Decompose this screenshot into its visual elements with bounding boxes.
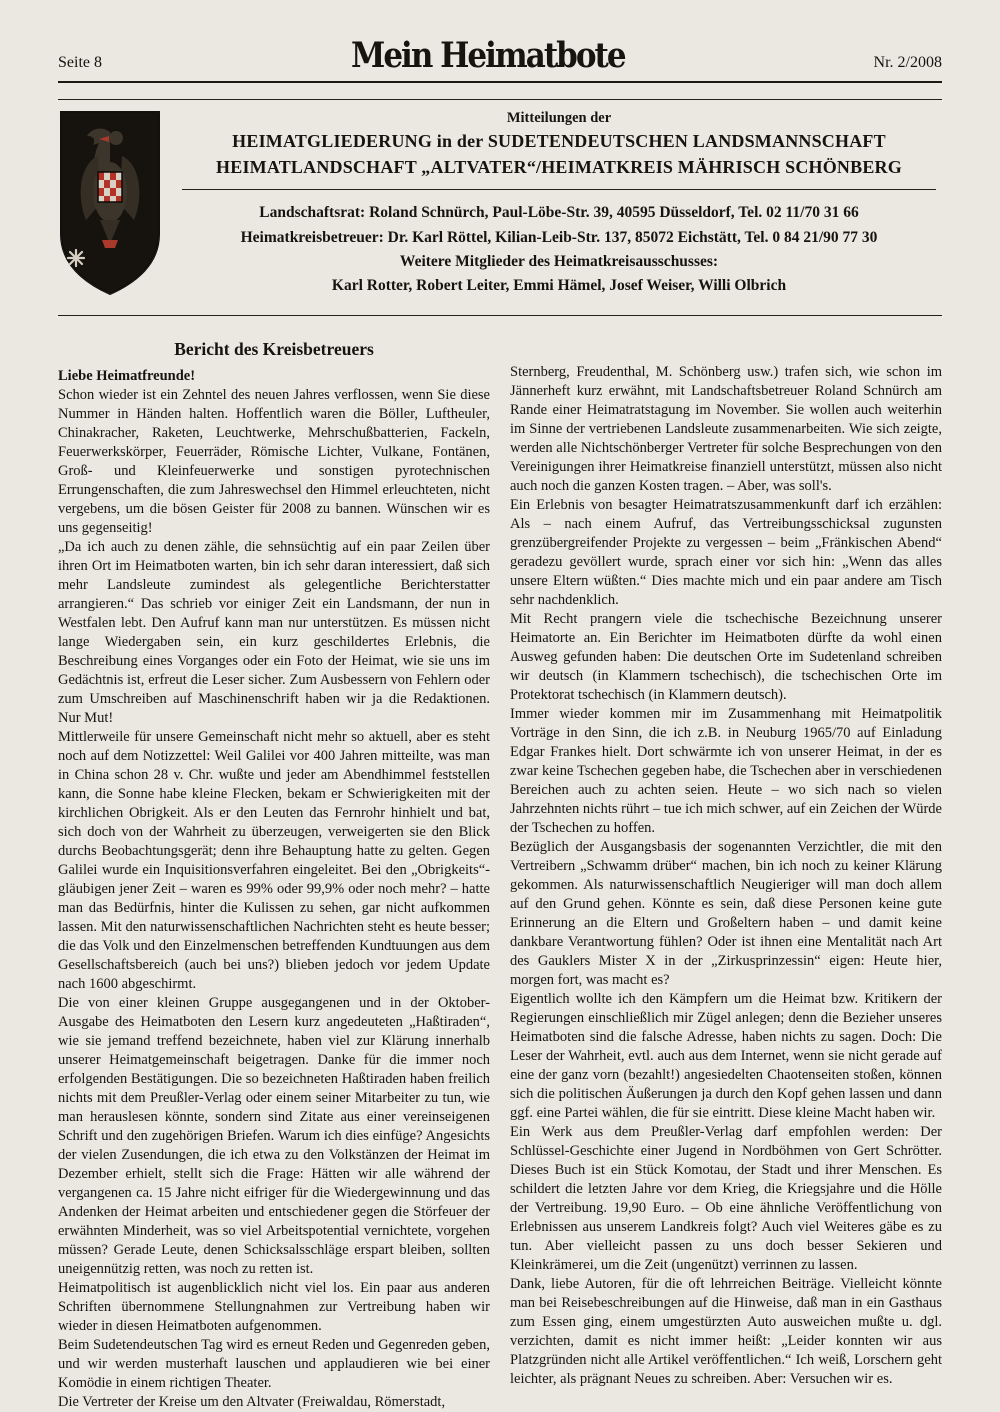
article-body (58, 340, 942, 1412)
header-divider (58, 81, 942, 83)
infobox-members-names: Karl Rotter, Robert Leiter, Emmi Hämel, Josef Weiser, Willi Olbrich (331, 276, 787, 294)
paragraph: Ein Werk aus dem Preußler-Verlag darf empfohlen werden: Der Schlüssel-Geschichte einer Jugend in Nordböhmen von Gert Schrötter. Dieses Buch ist ein Stück Komotau, der Stadt und ihrer Menschen. Es schildert die letzten Jahre vor dem Krieg, die Kriegsjahre und die Hölle der Vertreibung. 19,90 Euro. – Ob eine ähnliche Veröffentlichung von Erlebnissen aus unserem Landkreis folgt? Auch viel Weiteres gäbe es zu tun. Aber vielleicht passen zu uns doch besser Sekieren und Kleinkrämerei, um die Zeit (ungenützt) verrinnen zu lassen. (510, 1124, 942, 1273)
paragraph: Eigentlich wollte ich den Kämpfern um die Heimat bzw. Kritikern der Regierungen einschließlich mir Zügel anlegen; denn die Bezieher unseres Heimatboten sind die falsche Adresse, haben nichts zu sagen. Doch: Die Leser der Wahrheit, evtl. auch aus dem Internet, wenn sie nicht gerade auf eine der ganz vorn (bezahlt!) angesiedelten Chaotenseiten stoßen, können sich die politischen Äußerungen ja durch den Kopf gehen lassen und dann ggf. eine Partei wählen, die für sie eintritt. Diese kleine Macht haben wir. (510, 991, 942, 1121)
issue-number: Nr. 2/2008 (873, 54, 942, 71)
paragraph: Immer wieder kommen mir im Zusammenhang mit Heimatpolitik Vorträge in den Sinn, die ich z.B. in Neuburg 1965/70 auf Einladung Edgar Frankes hielt. Dort schwärmte ich von unserer Heimat, in der es zwar keine Tschechen gegeben habe, die Tschechen aber in verschiedenen Bereichen auch zu achten seien. Heute – wo sich nach so vielen Jahrzehnten nichts rührt – tue ich mich schwer, auf ein Zeichen der Würde der Tschechen zu hoffen. (510, 706, 942, 836)
infobox-contact-heimatkreisbetreuer: Heimatkreisbetreuer: Dr. Karl Röttel, Kilian-Leib-Str. 137, 85072 Eichstätt, Tel. 0 84 21/90 77 30 (240, 228, 878, 246)
association-infobox (58, 99, 942, 316)
paragraph: Bezüglich der Ausgangsbasis der sogenannten Verzichtler, die mit den Vertreibern „Schwamm drüber“ machen, bin ich noch zu keiner Klärung gekommen. Als naturwissenschaftlich Neugieriger will man doch allem auf den Grund gehen. Könnte es sein, daß diese Personen keine gute Erinnerung an die Eltern und Großeltern haben – und damit keine dankbare Verantwortung fühlen? Oder ist ihnen eine Mentalität nach Art des Gauklers Mister X in der „Zirkusprinzessin“ eigen: Heute hier, morgen fort, was macht es? (510, 839, 942, 988)
page-header (58, 35, 942, 76)
infobox-text (176, 108, 942, 303)
infobox-contact-landschaftsrat: Landschaftsrat: Roland Schnürch, Paul-Löbe-Str. 39, 40595 Düsseldorf, Tel. 02 11/70 31 66 (259, 204, 859, 222)
paragraph: Sternberg, Freudenthal, M. Schönberg usw.) trafen sich, wie schon im Jännerheft kurz erwähnt, mit Landschaftsbetreuer Roland Schnürch am Rande einer Heimatratstagung im November. Sie wollen auch weiterhin im Sinne der vertriebenen Landsleute zusammenarbeiten. Wie sich zeigte, werden alle Nichtschönberger Vertreter für solche Besprechungen von den Vereinigungen ihrer Heimatkreise finanziell unterstützt, müssen also nicht auch noch die ganzen Kosten tragen. – Aber, was soll's. (510, 364, 942, 494)
star-icon (68, 250, 84, 266)
paragraph: Beim Sudetendeutschen Tag wird es erneut Reden und Gegenreden geben, und wir werden musterhaft lauschen und applaudieren wie bei einer Komödie in einem richtigen Theater. (58, 1337, 490, 1391)
masthead-title: Mein Heimatbote (351, 35, 625, 76)
paragraph: „Da ich auch zu denen zähle, die sehnsüchtig auf ein paar Zeilen über ihren Ort im Heimatboten warten, bin ich sehr daran interessiert, daß sich mehr Landsleute zumindest als gelegentliche Berichterstatter arrangieren.“ Das schrieb vor einiger Zeit ein Landsmann, der nun in Westfalen lebt. Den Aufruf kann man nur unterstützen. Es müssen nicht lange Wiedergaben sein, ein kurz geschildertes Erlebnis, die Beschreibung eines Vorganges oder ein Foto der Heimat, wie sie uns im Gedächtnis ist, erfreut die Leser sicher. Zum Ausbessern von Fehlern oder zum Umschreiben auf Maschinenschrift haben wir ja die Redaktionen. Nur Mut! (58, 539, 490, 726)
coat-of-arms (58, 108, 162, 303)
paragraph: Schon wieder ist ein Zehntel des neuen Jahres verflossen, wenn Sie diese Nummer in Händen halten. Hoffentlich waren die Böller, Luftheuler, Chinakracher, Raketen, Leuchtwerke, Mehrschußbatterien, Fackeln, Feuerwerkskörper, Feuerräder, Römische Lichter, Vulkane, Fontänen, Groß- und Kleinfeuerwerke und sonstigen pyrotechnischen Errungenschaften, die zum Jahreswechsel den Himmel erleuchteten, nicht vergebens, um die bösen Geister für 2008 zu bannen. Wünschen wir es uns gegenseitig! (58, 387, 490, 536)
infobox-divider (182, 189, 936, 190)
paragraph: Mittlerweile für unsere Gemeinschaft nicht mehr so aktuell, aber es steht noch auf dem Notizzettel: Weil Galilei vor 400 Jahren mitteilte, was man in China schon 28 v. Chr. wußte und jeder am Abendhimmel feststellen kann, die Sonne habe kleine Flecken, bekam er Schwierigkeiten mit der kirchlichen Obrigkeit. Als er den Leuten das Fernrohr hinhielt und bat, sich doch von der Wahrheit zu überzeugen, verweigerten sie den Blick durchs Beobachtungsgerät; denn ihre Behauptung hatte zu gelten. Gegen Galilei wurde ein Inquisitionsverfahren eingeleitet. Bei den „Obrigkeits“-gläubigen jener Zeit – waren es 99% oder 99,9% oder noch mehr? – hatte man das Bedürfnis, hinter die Kulissen zu sehen, gar nicht aufkommen lassen. Mit den naturwissenschaftlichen Nachrichten steht es heute besser; die das Volk und den Einzelmenschen betreffenden Kundtuungen aus dem Gesellschaftsbereich (auch bei uns?) blieben jedoch vor jedem Update nach 1600 abgeschirmt. (58, 729, 490, 992)
coat-of-arms-graphic (58, 108, 162, 298)
infobox-intro: Mitteilungen der (506, 110, 612, 126)
paragraph: Die von einer kleinen Gruppe ausgegangenen und in der Oktober-Ausgabe des Heimatboten den Lesern kurz angedeuteten „Haßtiraden“, wie sie jemand treffend bezeichnete, haben viel zur Klärung innerhalb unserer Heimatgemeinschaft beigetragen. Danke für die immer noch erfolgenden Bestätigungen. Die so bezeichneten Haßtiraden haben freilich nichts mit dem Preußler-Verlag oder einem seiner Mitarbeiter zu tun, wie man herauslesen könnte, sondern sind Zitate aus einer vereinseigenen Schrift und den zugehörigen Briefen. Warum ich dies einfüge? Angesichts der vielen Zusendungen, die ich etwa zu den Volkstänzen der Heimat im Dezember erhielt, stellt sich die Frage: Hätten wir alle während der vergangenen ca. 15 Jahre nicht eifriger für die Wiedergewinnung und das Andenken der Heimat arbeiten und entschiedener gegen die Störfeuer der erwähnten Minderheit, was so viel Arbeitspotential vernichtete, vorgehen müssen? Gerade Leute, denen Schicksalsschläge erspart bleiben, sollten uneigennützig retten, was noch zu retten ist. (58, 995, 490, 1277)
checkered-shield (98, 172, 122, 202)
left-column (58, 340, 490, 1412)
article-title: Bericht des Kreisbetreuers (174, 339, 374, 359)
paragraph: Heimatpolitisch ist augenblicklich nicht viel los. Ein paar aus anderen Schriften übernommene Stellungnahmen zur Vertreibung haben wir wieder in diesen Heimatboten aufgenommen. (58, 1280, 490, 1334)
paragraph: Dank, liebe Autoren, für die oft lehrreichen Beiträge. Vielleicht könnte man bei Reisebeschreibungen auf die Hinweise, daß man in ein Gasthaus zum Essen ging, einem umgestürzten Auto ausweichen mußte u. dgl. verzichten, damit es nicht immer heißt: „Leider konnten wir aus Platzgründen nicht alle Artikel veröffentlichen.“ Ich weiß, Lorschern geht leichter, als prägnant Neues zu schreiben. Aber: Versuchen wir es. (510, 1276, 942, 1387)
page-number: Seite 8 (58, 54, 102, 71)
infobox-org-line1: HEIMATGLIEDERUNG in der SUDETENDEUTSCHEN LANDSMANNSCHAFT (232, 131, 886, 152)
paragraph: Ein Erlebnis von besagter Heimatratszusammenkunft darf ich erzählen: Als – nach einem Aufruf, das Vertreibungsschicksal zugunsten grenzübergreifender Projekte zu vergessen – beim „Fränkischen Abend“ geradezu gevöllert wurde, sprach einer vor sich hin: „Wenn das alles unsere Eltern wüßten.“ Dies machte mich und ein paar andere am Tisch sehr nachdenklich. (510, 497, 942, 608)
paragraph: Die Vertreter der Kreise um den Altvater (Freiwaldau, Römerstadt, (58, 1394, 446, 1410)
infobox-org-line2: HEIMATLANDSCHAFT „ALTVATER“/HEIMATKREIS MÄHRISCH SCHÖNBERG (216, 157, 902, 178)
salutation: Liebe Heimatfreunde! (58, 368, 196, 384)
right-column (510, 340, 942, 1412)
paragraph: Mit Recht prangern viele die tschechische Bezeichnung unserer Heimatorte an. Ein Berichter im Heimatboten dürfte da wohl einen Ausweg gefunden haben: Die deutschen Orte im Sudetenland schreiben wir deutsch (in Klammern tschechisch), die tschechischen Orte im Protektorat tschechisch (in Klammern deutsch). (510, 611, 942, 703)
infobox-members-heading: Weitere Mitglieder des Heimatkreisausschusses: (399, 252, 719, 270)
